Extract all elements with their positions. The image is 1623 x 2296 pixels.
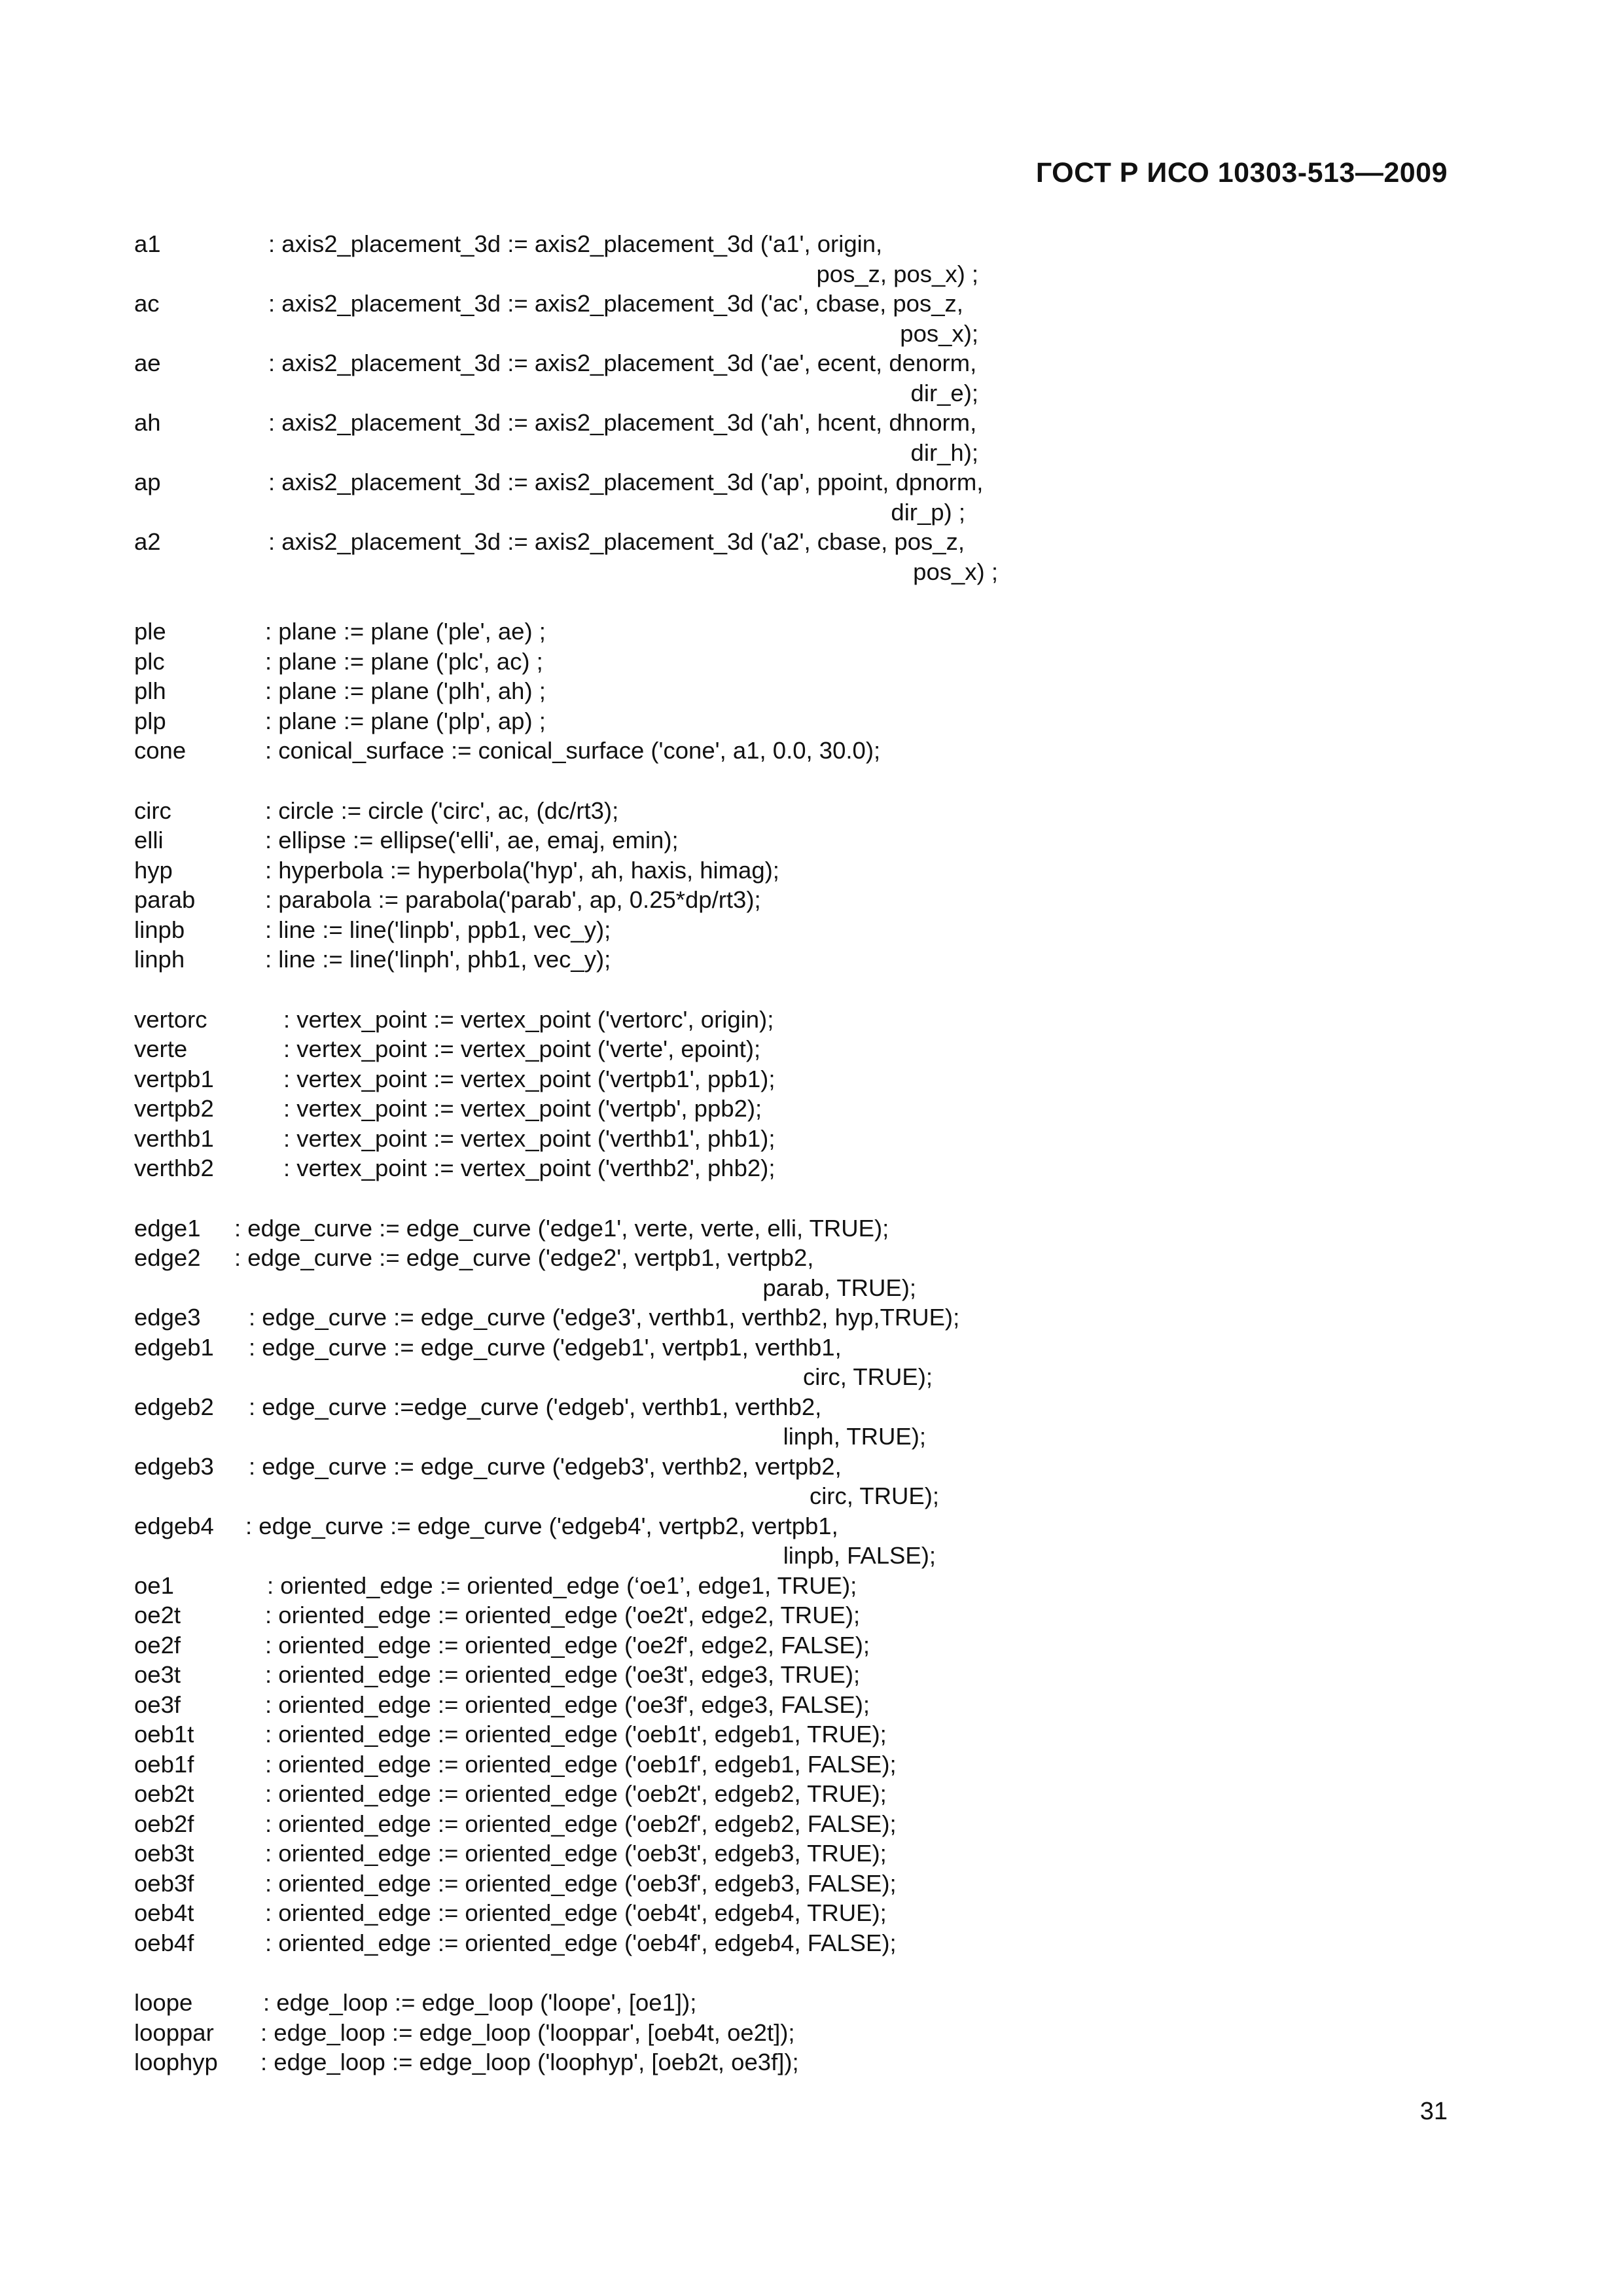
declaration-definition: : oriented_edge := oriented_edge ('oeb2f', edgeb2, FALSE); bbox=[265, 1810, 897, 1837]
declaration-definition: : vertex_point := vertex_point ('vertpb1', ppb1); bbox=[283, 1065, 776, 1092]
declaration-definition: : plane := plane ('plh', ah) ; bbox=[265, 677, 546, 704]
declaration-line bbox=[134, 1600, 1050, 1630]
declaration-identifier: verthb1 bbox=[134, 1124, 214, 1152]
declaration-continuation: pos_x); bbox=[900, 319, 978, 347]
declaration-continuation-line bbox=[134, 259, 1050, 289]
declaration-definition: : oriented_edge := oriented_edge ('oe2f', edge2, FALSE); bbox=[265, 1631, 870, 1659]
declaration-identifier: elli bbox=[134, 827, 164, 853]
declaration-continuation-line bbox=[134, 438, 1050, 468]
declaration-identifier: a2 bbox=[134, 528, 161, 555]
declaration-continuation-line bbox=[134, 1541, 1050, 1571]
declaration-definition: : oriented_edge := oriented_edge ('oe2t', edge2, TRUE); bbox=[265, 1602, 861, 1628]
declaration-line bbox=[134, 706, 1050, 736]
declaration-identifier: edgeb1 bbox=[134, 1333, 214, 1361]
declaration-definition: : hyperbola := hyperbola('hyp', ah, haxis, himag); bbox=[265, 856, 779, 884]
declaration-line bbox=[134, 825, 1050, 855]
declaration-line bbox=[134, 1005, 1050, 1035]
declaration-continuation: pos_z, pos_x) ; bbox=[816, 260, 978, 287]
declaration-identifier: edgeb2 bbox=[134, 1393, 214, 1420]
declaration-line bbox=[134, 229, 1050, 259]
declaration-identifier: cone bbox=[134, 737, 187, 764]
declaration-line bbox=[134, 617, 1050, 647]
declaration-identifier: edge1 bbox=[134, 1214, 201, 1242]
declaration-definition: : edge_loop := edge_loop ('loope', [oe1]); bbox=[263, 1989, 697, 2016]
block-placements bbox=[134, 229, 1050, 586]
declaration-line bbox=[134, 408, 1050, 438]
declaration-identifier: edge2 bbox=[134, 1244, 201, 1271]
declaration-line bbox=[134, 348, 1050, 378]
declaration-line bbox=[134, 1064, 1050, 1094]
declaration-line bbox=[134, 2018, 1050, 2048]
declaration-identifier: oeb2f bbox=[134, 1810, 194, 1837]
declaration-continuation: dir_p) ; bbox=[891, 498, 965, 526]
declaration-continuation-line bbox=[134, 1422, 1050, 1452]
declaration-line bbox=[134, 676, 1050, 706]
declaration-line bbox=[134, 1869, 1050, 1899]
declaration-identifier: oeb1f bbox=[134, 1750, 194, 1778]
declaration-definition: : oriented_edge := oriented_edge ('oeb1t', edgeb1, TRUE); bbox=[265, 1721, 887, 1748]
declaration-identifier: loope bbox=[134, 1989, 193, 2016]
declaration-line bbox=[134, 1333, 1050, 1363]
declaration-identifier: oeb3f bbox=[134, 1869, 194, 1897]
declaration-identifier: circ bbox=[134, 797, 171, 824]
declaration-definition: : line := line('linph', phb1, vec_y); bbox=[265, 946, 611, 973]
declaration-identifier: a1 bbox=[134, 230, 161, 257]
declaration-definition: : edge_curve := edge_curve ('edgeb3', verthb2, vertpb2, bbox=[249, 1452, 842, 1480]
declaration-line bbox=[134, 1660, 1050, 1690]
declaration-line bbox=[134, 289, 1050, 319]
declaration-definition: : vertex_point := vertex_point ('verthb2', phb2); bbox=[283, 1155, 776, 1181]
declaration-definition: : axis2_placement_3d := axis2_placement_3d ('ae', ecent, denorm, bbox=[268, 350, 977, 376]
declaration-identifier: oeb4t bbox=[134, 1899, 194, 1926]
declaration-line bbox=[134, 1898, 1050, 1928]
declaration-line bbox=[134, 1124, 1050, 1154]
declaration-line bbox=[134, 1809, 1050, 1839]
declaration-definition: : oriented_edge := oriented_edge (‘oe1’, edge1, TRUE); bbox=[267, 1571, 857, 1599]
declaration-definition: : axis2_placement_3d := axis2_placement_3d ('ac', cbase, pos_z, bbox=[268, 290, 963, 317]
declaration-line bbox=[134, 1690, 1050, 1720]
declaration-definition: : axis2_placement_3d := axis2_placement_3d ('ap', ppoint, dpnorm, bbox=[268, 469, 984, 495]
declaration-definition: : vertex_point := vertex_point ('vertorc', origin); bbox=[283, 1005, 774, 1033]
declaration-line bbox=[134, 1243, 1050, 1273]
declaration-definition: : edge_loop := edge_loop ('looppar', [oeb4t, oe2t]); bbox=[260, 2018, 795, 2046]
declaration-identifier: edge3 bbox=[134, 1304, 201, 1331]
declaration-definition: : oriented_edge := oriented_edge ('oe3f', edge3, FALSE); bbox=[265, 1691, 870, 1718]
declaration-line bbox=[134, 1571, 1050, 1601]
declaration-identifier: parab bbox=[134, 886, 196, 913]
declaration-line bbox=[134, 855, 1050, 886]
declaration-line bbox=[134, 1094, 1050, 1124]
block-surfaces bbox=[134, 617, 1050, 766]
declaration-line bbox=[134, 527, 1050, 557]
declaration-definition: : axis2_placement_3d := axis2_placement_3d ('a1', origin, bbox=[268, 230, 883, 257]
declaration-continuation: dir_h); bbox=[910, 439, 978, 466]
declaration-identifier: oe1 bbox=[134, 1571, 174, 1599]
declaration-identifier: linpb bbox=[134, 916, 185, 943]
declaration-continuation: parab, TRUE); bbox=[762, 1274, 916, 1301]
declaration-identifier: loophyp bbox=[134, 2049, 218, 2075]
declaration-continuation: linph, TRUE); bbox=[783, 1423, 926, 1450]
declaration-definition: : edge_curve := edge_curve ('edge2', vertpb1, vertpb2, bbox=[234, 1244, 814, 1271]
declaration-definition: : oriented_edge := oriented_edge ('oeb3f', edgeb3, FALSE); bbox=[265, 1869, 897, 1897]
declaration-definition: : oriented_edge := oriented_edge ('oeb1f', edgeb1, FALSE); bbox=[265, 1750, 897, 1778]
declaration-identifier: ple bbox=[134, 618, 166, 645]
express-listing bbox=[134, 229, 1050, 2077]
page-number: 31 bbox=[1419, 2098, 1448, 2125]
declaration-definition: : edge_curve := edge_curve ('edge3', verthb1, verthb2, hyp,TRUE); bbox=[249, 1304, 960, 1331]
declaration-line bbox=[134, 1630, 1050, 1660]
declaration-line bbox=[134, 1779, 1050, 1809]
declaration-identifier: edgeb3 bbox=[134, 1452, 214, 1480]
declaration-line bbox=[134, 1213, 1050, 1244]
declaration-identifier: oeb4f bbox=[134, 1929, 194, 1956]
declaration-line bbox=[134, 467, 1050, 497]
declaration-identifier: oeb3t bbox=[134, 1840, 194, 1867]
declaration-identifier: oe3t bbox=[134, 1661, 181, 1688]
declaration-line bbox=[134, 1153, 1050, 1183]
block-edges bbox=[134, 1213, 1050, 1958]
declaration-line bbox=[134, 736, 1050, 766]
declaration-identifier: oeb2t bbox=[134, 1780, 194, 1807]
declaration-definition: : conical_surface := conical_surface ('cone', a1, 0.0, 30.0); bbox=[265, 737, 881, 764]
declaration-identifier: oe3f bbox=[134, 1691, 181, 1718]
declaration-definition: : vertex_point := vertex_point ('verte', epoint); bbox=[283, 1035, 761, 1062]
declaration-continuation-line bbox=[134, 1362, 1050, 1392]
declaration-definition: : edge_curve := edge_curve ('edge1', verte, verte, elli, TRUE); bbox=[234, 1214, 889, 1242]
declaration-identifier: ac bbox=[134, 290, 160, 317]
declaration-continuation-line bbox=[134, 378, 1050, 408]
document-header: ГОСТ Р ИСО 10303-513—2009 bbox=[1035, 157, 1448, 188]
declaration-identifier: edgeb4 bbox=[134, 1512, 214, 1539]
declaration-line bbox=[134, 647, 1050, 677]
declaration-definition: : oriented_edge := oriented_edge ('oeb2t', edgeb2, TRUE); bbox=[265, 1780, 887, 1807]
declaration-definition: : parabola := parabola('parab', ap, 0.25*dp/rt3); bbox=[265, 886, 761, 913]
declaration-continuation-line bbox=[134, 557, 1050, 587]
declaration-line bbox=[134, 1452, 1050, 1482]
declaration-definition: : oriented_edge := oriented_edge ('oeb4f', edgeb4, FALSE); bbox=[265, 1929, 897, 1956]
declaration-line bbox=[134, 1034, 1050, 1064]
declaration-identifier: plp bbox=[134, 707, 166, 734]
declaration-continuation-line bbox=[134, 1273, 1050, 1303]
declaration-identifier: ap bbox=[134, 469, 161, 495]
declaration-line bbox=[134, 1749, 1050, 1780]
declaration-continuation-line bbox=[134, 1481, 1050, 1511]
declaration-line bbox=[134, 1719, 1050, 1749]
declaration-identifier: ae bbox=[134, 350, 161, 376]
declaration-line bbox=[134, 796, 1050, 826]
declaration-identifier: vertpb1 bbox=[134, 1065, 214, 1092]
declaration-continuation-line bbox=[134, 319, 1050, 349]
declaration-definition: : oriented_edge := oriented_edge ('oeb4t', edgeb4, TRUE); bbox=[265, 1899, 887, 1926]
declaration-identifier: verthb2 bbox=[134, 1155, 214, 1181]
declaration-definition: : circle := circle ('circ', ac, (dc/rt3); bbox=[265, 797, 619, 824]
declaration-identifier: oe2t bbox=[134, 1602, 181, 1628]
block-curves bbox=[134, 796, 1050, 975]
declaration-definition: : line := line('linpb', ppb1, vec_y); bbox=[265, 916, 611, 943]
declaration-line bbox=[134, 1928, 1050, 1958]
declaration-identifier: oeb1t bbox=[134, 1721, 194, 1748]
declaration-continuation: dir_e); bbox=[910, 379, 978, 406]
declaration-identifier: hyp bbox=[134, 856, 173, 884]
declaration-identifier: plc bbox=[134, 647, 165, 675]
declaration-line bbox=[134, 1839, 1050, 1869]
declaration-line bbox=[134, 1302, 1050, 1333]
declaration-identifier: oe2f bbox=[134, 1631, 181, 1659]
declaration-line bbox=[134, 1392, 1050, 1422]
declaration-identifier: verte bbox=[134, 1035, 188, 1062]
declaration-definition: : plane := plane ('plp', ap) ; bbox=[265, 707, 546, 734]
block-vertices bbox=[134, 1005, 1050, 1183]
declaration-definition: : vertex_point := vertex_point ('vertpb', ppb2); bbox=[283, 1095, 762, 1122]
declaration-definition: : ellipse := ellipse('elli', ae, emaj, emin); bbox=[265, 827, 679, 853]
declaration-definition: : edge_loop := edge_loop ('loophyp', [oeb2t, oe3f]); bbox=[260, 2049, 799, 2075]
declaration-identifier: linph bbox=[134, 946, 185, 973]
declaration-continuation: circ, TRUE); bbox=[809, 1482, 939, 1509]
declaration-line bbox=[134, 915, 1050, 945]
declaration-line bbox=[134, 885, 1050, 915]
declaration-identifier: plh bbox=[134, 677, 166, 704]
declaration-line bbox=[134, 2047, 1050, 2077]
declaration-definition: : oriented_edge := oriented_edge ('oeb3t', edgeb3, TRUE); bbox=[265, 1840, 887, 1867]
block-loops bbox=[134, 1988, 1050, 2077]
declaration-line bbox=[134, 1511, 1050, 1541]
declaration-identifier: looppar bbox=[134, 2018, 214, 2046]
declaration-continuation: pos_x) ; bbox=[913, 558, 998, 585]
declaration-definition: : vertex_point := vertex_point ('verthb1', phb1); bbox=[283, 1124, 776, 1152]
declaration-continuation: linpb, FALSE); bbox=[783, 1542, 936, 1569]
declaration-continuation: circ, TRUE); bbox=[802, 1363, 933, 1390]
declaration-definition: : edge_curve := edge_curve ('edgeb1', vertpb1, verthb1, bbox=[249, 1333, 842, 1361]
declaration-identifier: vertorc bbox=[134, 1005, 207, 1033]
declaration-definition: : axis2_placement_3d := axis2_placement_3d ('ah', hcent, dhnorm, bbox=[268, 409, 977, 436]
declaration-definition: : plane := plane ('plc', ac) ; bbox=[265, 647, 543, 675]
declaration-definition: : edge_curve := edge_curve ('edgeb4', vertpb2, vertpb1, bbox=[245, 1512, 838, 1539]
declaration-definition: : edge_curve :=edge_curve ('edgeb', verthb1, verthb2, bbox=[249, 1393, 822, 1420]
declaration-identifier: ah bbox=[134, 409, 161, 436]
declaration-line bbox=[134, 1988, 1050, 2018]
declaration-continuation-line bbox=[134, 497, 1050, 528]
declaration-line bbox=[134, 944, 1050, 975]
declaration-identifier: vertpb2 bbox=[134, 1095, 214, 1122]
declaration-definition: : oriented_edge := oriented_edge ('oe3t', edge3, TRUE); bbox=[265, 1661, 861, 1688]
declaration-definition: : plane := plane ('ple', ae) ; bbox=[265, 618, 546, 645]
declaration-definition: : axis2_placement_3d := axis2_placement_3d ('a2', cbase, pos_z, bbox=[268, 528, 965, 555]
